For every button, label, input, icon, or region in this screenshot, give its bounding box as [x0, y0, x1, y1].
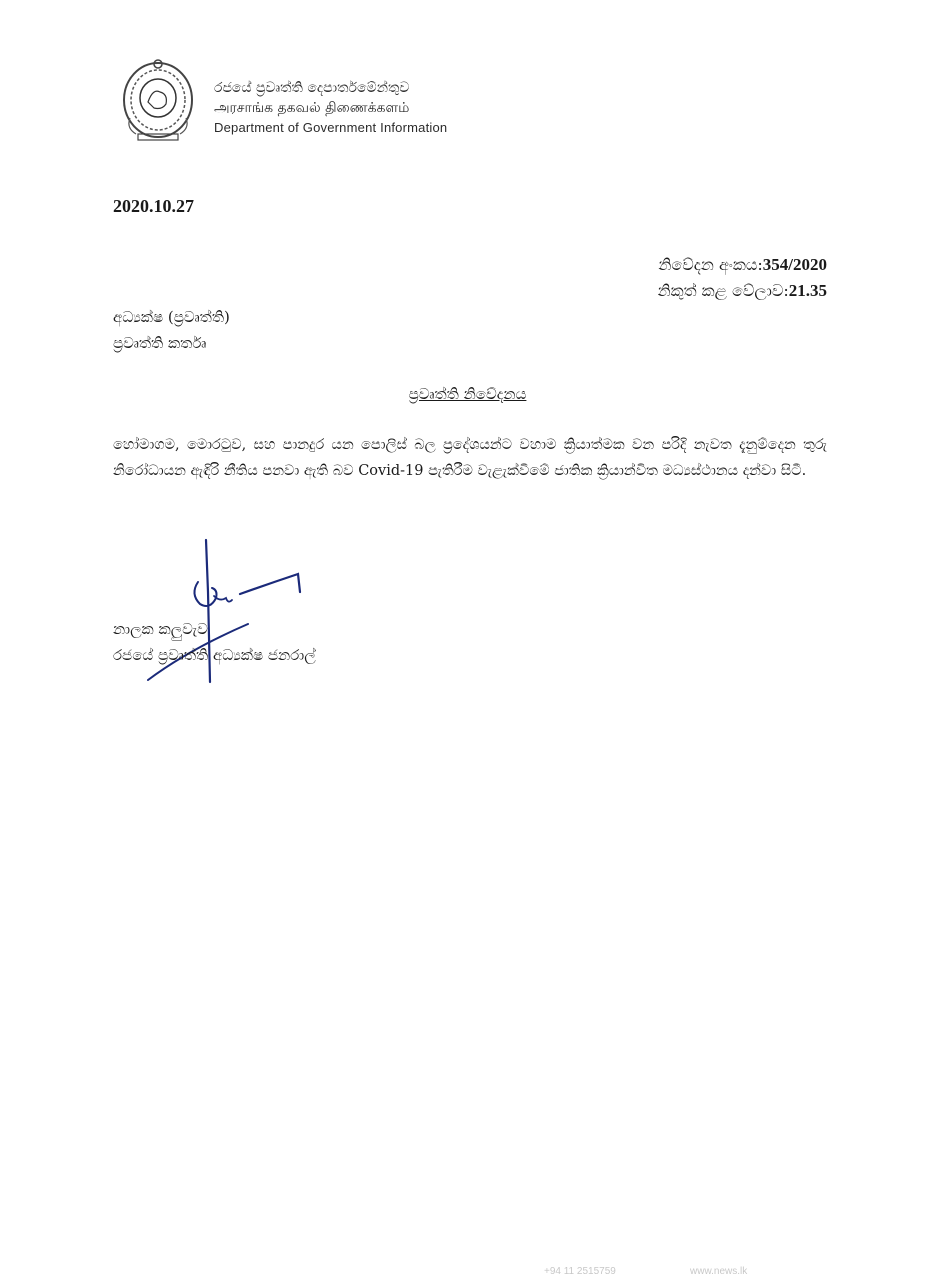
letterhead: [214, 78, 534, 138]
sri-lanka-emblem-icon: [118, 58, 198, 144]
signer-name: නාලක කලුවැව: [113, 620, 208, 638]
signer-title: රජයේ ප්‍රවෘත්ති අධ්‍යක්ෂ ජනරාල්: [113, 646, 316, 664]
issue-time-value: 21.35: [788, 281, 827, 300]
addressee-line-2: ප්‍රවෘත්ති කර්තෘ: [113, 334, 207, 352]
footer-website: www.news.lk: [690, 1266, 748, 1277]
issue-time-label: නිකුත් කළ වේලාව:: [657, 281, 789, 300]
issue-time-line: [658, 278, 827, 304]
document-heading: [0, 384, 935, 403]
addressee-line-1: අධ්‍යක්ෂ (ප්‍රවෘත්ති): [113, 308, 230, 326]
signer-block: [113, 616, 316, 668]
letterhead-sinhala: රජයේ ප්‍රවෘත්ති දෙපාර්තමේන්තුව: [214, 80, 410, 96]
addressee-block: [113, 304, 230, 356]
heading-text: ප්‍රවෘත්ති නිවේදනය: [408, 385, 527, 403]
letterhead-tamil: அரசாங்க தகவல் திணைக்களம்: [214, 100, 410, 116]
letterhead-english: Department of Government Information: [214, 120, 448, 135]
handwritten-signature-icon: [128, 532, 328, 697]
footer: [0, 1238, 935, 1280]
body-paragraph: හෝමාගම, මොරටුව, සහ පානදුර යන පොලිස් බල ප්‍රදේශයන්ට වහාම ක්‍රියාත්මක වන පරිදි නැවත දැනුම්දෙන තුරු නිරෝධායන ඇඳිරි නීතිය පනවා ඇති බව Covid-19 පැතිරීම වැළැක්වීමේ ජාතික ක්‍රියාන්විත මධ්‍යස්ථානය දන්වා සිටී.: [113, 437, 827, 479]
release-number-label: නිවේදන අංකය:: [658, 255, 763, 274]
release-number-line: [658, 252, 827, 278]
release-number-value: 354/2020: [762, 255, 827, 274]
reference-block: [658, 252, 827, 304]
footer-phone: +94 11 2515759: [544, 1266, 616, 1277]
document-date: 2020.10.27: [113, 196, 194, 216]
